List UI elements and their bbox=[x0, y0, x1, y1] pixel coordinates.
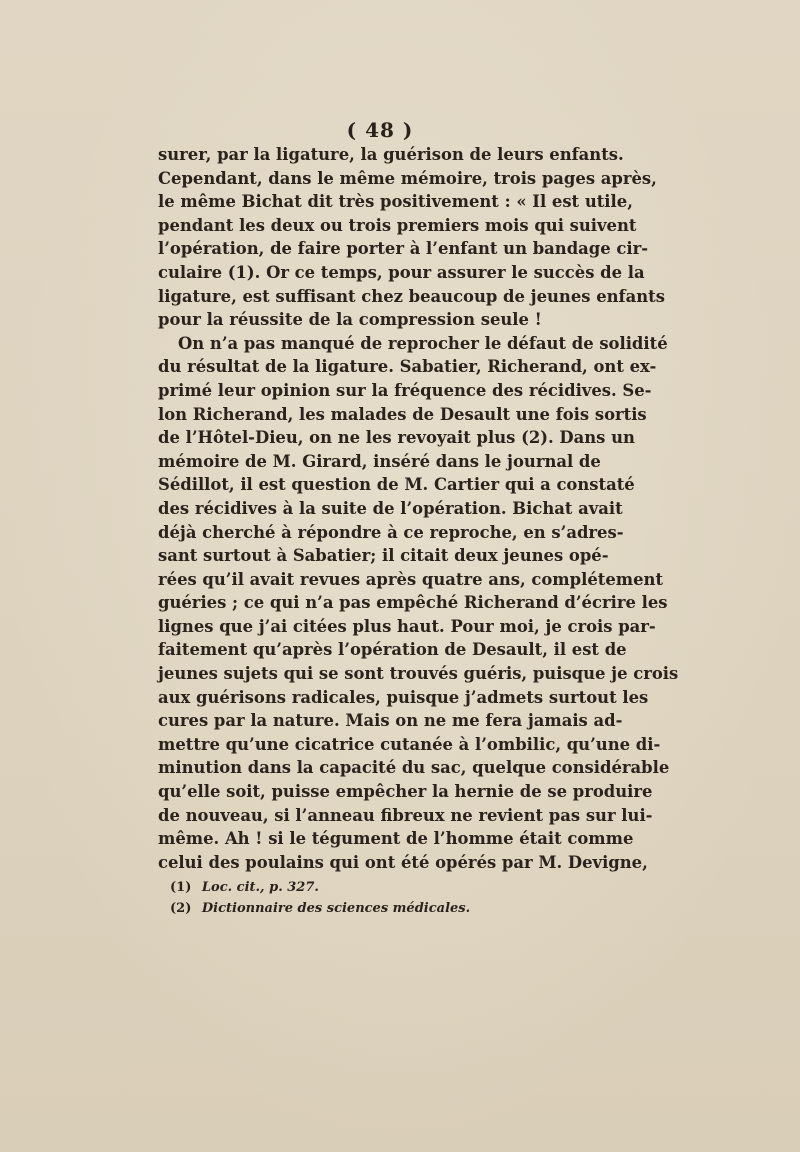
text-line: On n’a pas manqué de reprocher le défaut de solidité bbox=[178, 333, 668, 353]
text-line: sant surtout à Sabatier; il citait deux jeunes opé- bbox=[158, 546, 609, 566]
text-line: lon Richerand, les malades de Desault une fois sortis bbox=[158, 404, 647, 424]
text-line: Sédillot, il est question de M. Cartier qui a constaté bbox=[158, 475, 635, 495]
text-line: même. Ah ! si le tégument de l’homme était comme bbox=[158, 829, 634, 849]
footnote-2 bbox=[170, 898, 590, 919]
text-line: de l’Hôtel-Dieu, on ne les revoyait plus (2). Dans un bbox=[158, 428, 635, 448]
page-number: ( 48 ) bbox=[346, 118, 414, 142]
text-line: le même Bichat dit très positivement : « Il est utile, bbox=[158, 192, 633, 212]
text-line: Cependant, dans le même mémoire, trois pages après, bbox=[158, 168, 657, 188]
text-line: jeunes sujets qui se sont trouvés guéris, puisque je crois bbox=[158, 664, 679, 684]
text-line: primé leur opinion sur la fréquence des récidives. Se- bbox=[158, 380, 652, 400]
text-line: qu’elle soit, puisse empêcher la hernie de se produire bbox=[158, 782, 653, 802]
text-line: ligature, est suffisant chez beaucoup de jeunes enfants bbox=[158, 286, 665, 306]
body-text bbox=[158, 143, 679, 874]
text-line: de nouveau, si l’anneau fibreux ne revient pas sur lui- bbox=[158, 805, 653, 825]
text-line: culaire (1). Or ce temps, pour assurer le succès de la bbox=[158, 262, 645, 282]
text-line: pour la réussite de la compression seule ! bbox=[158, 310, 542, 330]
text-line: surer, par la ligature, la guérison de leurs enfants. bbox=[158, 145, 624, 164]
footnote-text: Loc. cit., p. 327. bbox=[201, 880, 319, 895]
text-line: du résultat de la ligature. Sabatier, Richerand, ont ex- bbox=[158, 357, 657, 377]
footnote-number: (1) bbox=[170, 880, 192, 895]
footnote-text: Dictionnaire des sciences médicales. bbox=[201, 901, 471, 916]
text-line: mémoire de M. Girard, inséré dans le journal de bbox=[158, 451, 601, 471]
text-line: mettre qu’une cicatrice cutanée à l’ombilic, qu’une di- bbox=[158, 734, 661, 754]
text-line: celui des poulains qui ont été opérés par M. Devigne, bbox=[158, 852, 648, 872]
text-line: déjà cherché à répondre à ce reproche, en s’adres- bbox=[158, 522, 624, 542]
text-line: aux guérisons radicales, puisque j’admets surtout les bbox=[158, 687, 649, 707]
text-line: pendant les deux ou trois premiers mois qui suivent bbox=[158, 215, 637, 235]
text-line: minution dans la capacité du sac, quelque considérable bbox=[158, 758, 670, 778]
text-line: des récidives à la suite de l’opération. Bichat avait bbox=[158, 498, 623, 518]
footnotes bbox=[170, 877, 590, 919]
text-line: cures par la nature. Mais on ne me fera jamais ad- bbox=[158, 711, 623, 731]
footnote-1 bbox=[170, 877, 590, 898]
text-line: guéries ; ce qui n’a pas empêché Richerand d’écrire les bbox=[158, 593, 668, 613]
footnote-number: (2) bbox=[170, 901, 192, 916]
text-line: l’opération, de faire porter à l’enfant un bandage cir- bbox=[158, 239, 649, 259]
text-line: faitement qu’après l’opération de Desault, il est de bbox=[158, 640, 627, 660]
text-line: rées qu’il avait revues après quatre ans, complétement bbox=[158, 569, 664, 589]
text-line: lignes que j’ai citées plus haut. Pour moi, je crois par- bbox=[158, 616, 656, 636]
